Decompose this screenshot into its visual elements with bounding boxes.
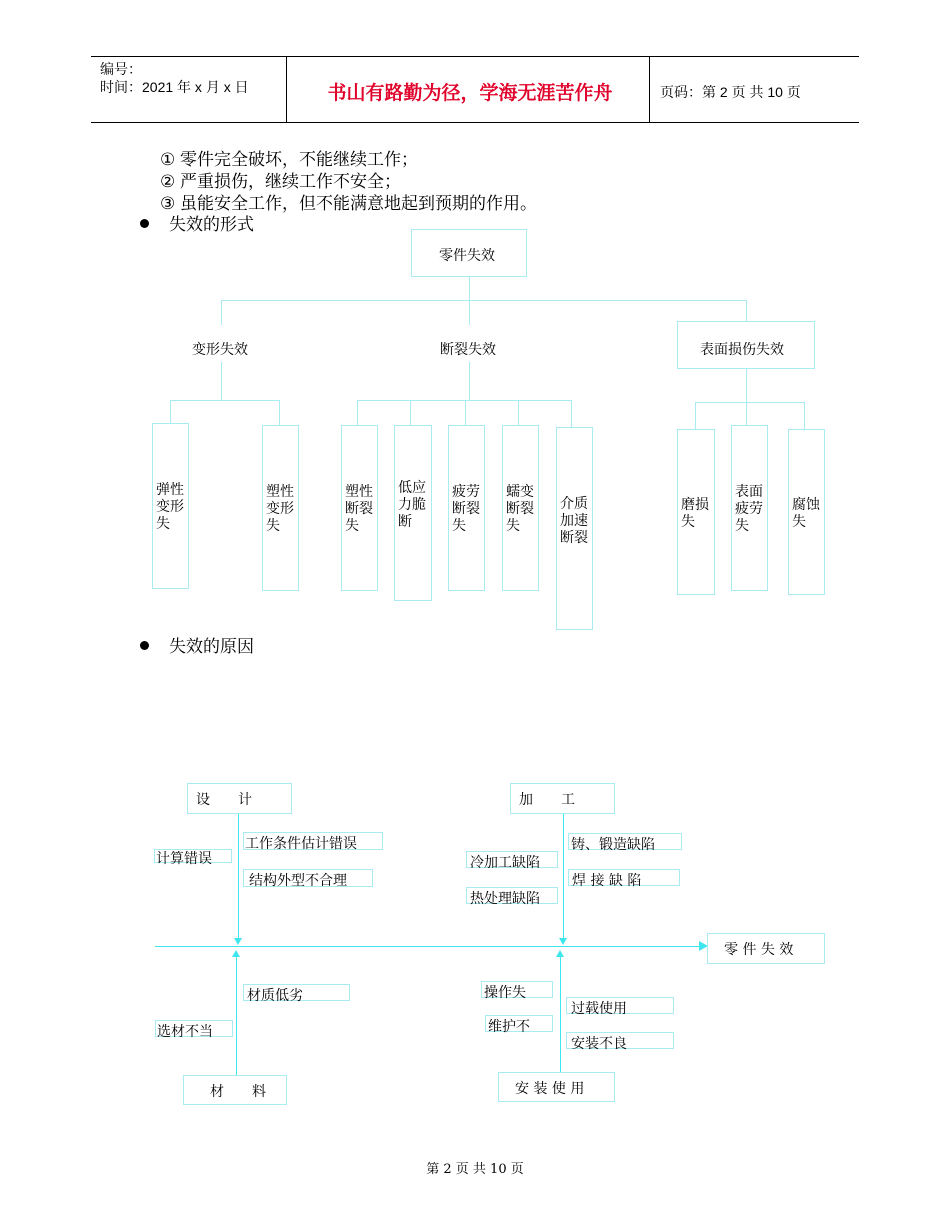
- tree-leaf-corrosion: 腐蚀失: [792, 497, 820, 530]
- cause-label: 结构外型不合理: [249, 873, 347, 889]
- connector: [465, 400, 466, 425]
- cause-label: 铸、锻造缺陷: [571, 837, 655, 853]
- tree-leaf-surface-fatigue: 表面疲劳失: [735, 484, 763, 534]
- bone-arrow-icon: [559, 938, 567, 945]
- usage-title: 安 装 使 用: [515, 1081, 585, 1097]
- causes-section-heading: [140, 632, 254, 657]
- cause-label: 焊 接 缺 陷: [572, 873, 642, 889]
- cause-box: [155, 1020, 233, 1040]
- forms-section-heading: [140, 210, 254, 235]
- cause-box: [481, 981, 553, 1001]
- cause-label: 安装不良: [571, 1036, 627, 1052]
- tree-root-label: 零件失效: [439, 248, 495, 264]
- usage-box: [498, 1072, 615, 1102]
- tree-leaf-corrosion-fracture: 介质加速断裂: [560, 496, 588, 546]
- tree-leaf-wear: 磨损失: [681, 497, 709, 530]
- cause-box: [568, 869, 680, 889]
- header-number-label: 编号：: [100, 61, 142, 77]
- tree-category-fracture: 断裂失效: [440, 342, 496, 358]
- cause-label: 过载使用: [571, 1001, 627, 1017]
- cause-box: [485, 1015, 553, 1035]
- material-box: [183, 1075, 287, 1105]
- connector: [221, 300, 747, 301]
- design-title: 设 计: [196, 792, 252, 808]
- connector: [221, 300, 222, 325]
- cause-box: [466, 851, 558, 871]
- tree-category-surface: 表面损伤失效: [700, 342, 784, 358]
- page-footer: 第 2 页 共 10 页: [426, 1162, 524, 1177]
- processing-title: 加 工: [519, 792, 575, 808]
- cause-label: 材质低劣: [247, 988, 303, 1004]
- cause-box: [568, 833, 682, 853]
- tree-leaf-plastic-fracture: 塑性断裂失: [345, 484, 373, 534]
- cause-label: 选材不当: [157, 1024, 213, 1040]
- cause-label: 工作条件估计错误: [245, 836, 357, 852]
- cause-box: [154, 849, 232, 867]
- bone-arrow-icon: [234, 938, 242, 945]
- processing-bone: [563, 814, 564, 942]
- connector: [279, 400, 280, 425]
- causes-section-title: 失效的原因: [169, 637, 254, 656]
- cause-label: 操作失: [484, 985, 526, 1001]
- bullet-icon: [140, 641, 149, 650]
- connector: [469, 362, 470, 400]
- header-time-label: 时间：2021 年 x 月 x 日: [100, 79, 249, 95]
- material-bone: [236, 954, 237, 1075]
- forms-section-title: 失效的形式: [169, 215, 254, 234]
- tree-leaf-brittle: 低应力脆断: [398, 480, 426, 530]
- material-title: 材 料: [210, 1084, 266, 1100]
- cause-box: [566, 1032, 674, 1052]
- connector: [804, 402, 805, 429]
- condition-item: ③ 虽能安全工作，但不能满意地起到预期的作用。: [160, 194, 537, 213]
- connector: [746, 402, 747, 425]
- connector: [518, 400, 519, 425]
- cause-label: 维护不: [488, 1019, 530, 1035]
- cause-box: [243, 869, 373, 887]
- connector: [357, 400, 358, 425]
- cause-label: 计算错误: [156, 851, 212, 867]
- connector: [571, 400, 572, 427]
- bone-arrow-icon: [556, 950, 564, 957]
- connector: [695, 402, 696, 429]
- connector: [170, 400, 171, 423]
- connector: [695, 402, 805, 403]
- connector: [469, 277, 470, 300]
- cause-label: 冷加工缺陷: [470, 855, 540, 871]
- fishbone-head-label: 零 件 失 效: [724, 942, 794, 958]
- cause-label: 热处理缺陷: [470, 891, 540, 907]
- connector: [170, 400, 280, 401]
- design-bone: [238, 814, 239, 942]
- cause-box: [566, 997, 674, 1017]
- bullet-icon: [140, 219, 149, 228]
- usage-bone: [560, 954, 561, 1072]
- condition-item: ② 严重损伤，继续工作不安全；: [160, 172, 401, 191]
- cause-box: [243, 832, 383, 850]
- bone-arrow-icon: [232, 950, 240, 957]
- condition-item: ① 零件完全破坏，不能继续工作；: [160, 150, 418, 169]
- cause-box: [243, 984, 350, 1004]
- connector: [221, 362, 222, 400]
- header-top-rule: [91, 56, 859, 57]
- header-motto: 书山有路勤为径，学海无涯苦作舟: [327, 82, 613, 104]
- tree-category-deformation: 变形失效: [192, 342, 248, 358]
- header-bottom-rule: [91, 122, 859, 123]
- connector: [746, 300, 747, 322]
- tree-leaf-fatigue: 疲劳断裂失: [452, 484, 480, 534]
- fishbone-spine: [155, 946, 703, 947]
- header-page-label: 页码：第 2 页 共 10 页: [660, 84, 801, 100]
- connector: [746, 369, 747, 402]
- tree-leaf-plastic: 塑性变形失: [266, 484, 294, 534]
- cause-box: [466, 887, 558, 907]
- connector: [410, 400, 411, 425]
- header-divider-left: [286, 56, 287, 122]
- processing-box: [510, 783, 615, 814]
- tree-leaf-elastic: 弹性变形失: [156, 482, 184, 532]
- header-divider-right: [649, 56, 650, 122]
- design-box: [187, 783, 292, 814]
- tree-leaf-creep: 蠕变断裂失: [506, 484, 534, 534]
- connector: [469, 300, 470, 325]
- fishbone-head-box: [707, 933, 825, 964]
